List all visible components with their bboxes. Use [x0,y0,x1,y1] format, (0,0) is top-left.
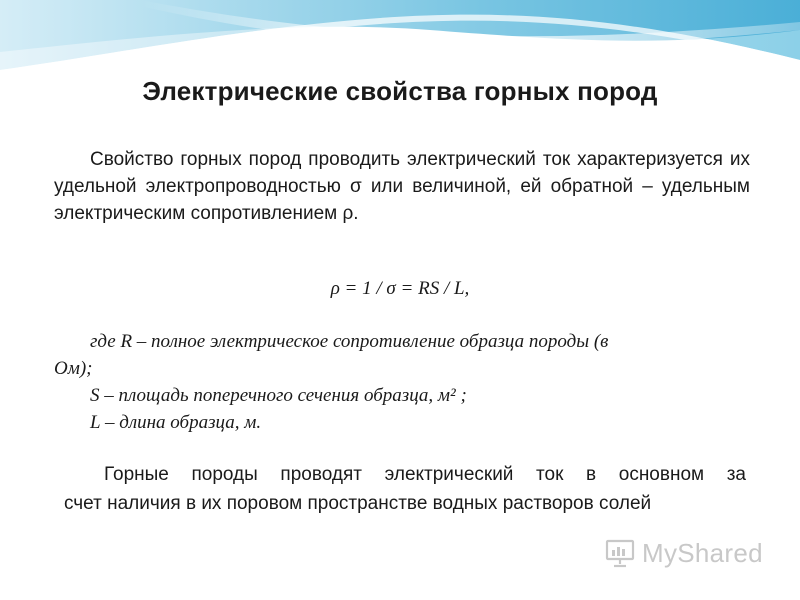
presentation-board-icon [604,537,636,569]
slide-title: Электрические свойства горных пород [142,76,658,106]
legend-r-line-continued: Ом); [54,358,93,379]
legend-l-line: L – длина образца, м. [90,412,262,433]
paragraph-1-text: Свойство горных пород проводить электрический ток характеризуется их удельной электропроводностью σ или величиной, ей обратной – удельным электрическим сопротивлением ρ. [54,149,750,224]
paragraph-2-line-1: Горные породы проводят электрический ток в основном за [104,464,746,485]
legend-s-line: S – площадь поперечного сечения образца, м² ; [90,385,467,406]
formula-legend [54,328,750,436]
body-paragraph-1 [54,146,750,227]
body-paragraph-2 [54,460,746,518]
paragraph-2-line-2: счет наличия в их поровом пространстве водных растворов солей [64,493,652,514]
watermark [604,536,763,570]
watermark-text: MyShared [642,537,763,568]
resistivity-formula: ρ = 1 / σ = RS / L, [330,278,470,299]
legend-r-line: где R – полное электрическое сопротивление образца породы (в [90,331,609,352]
